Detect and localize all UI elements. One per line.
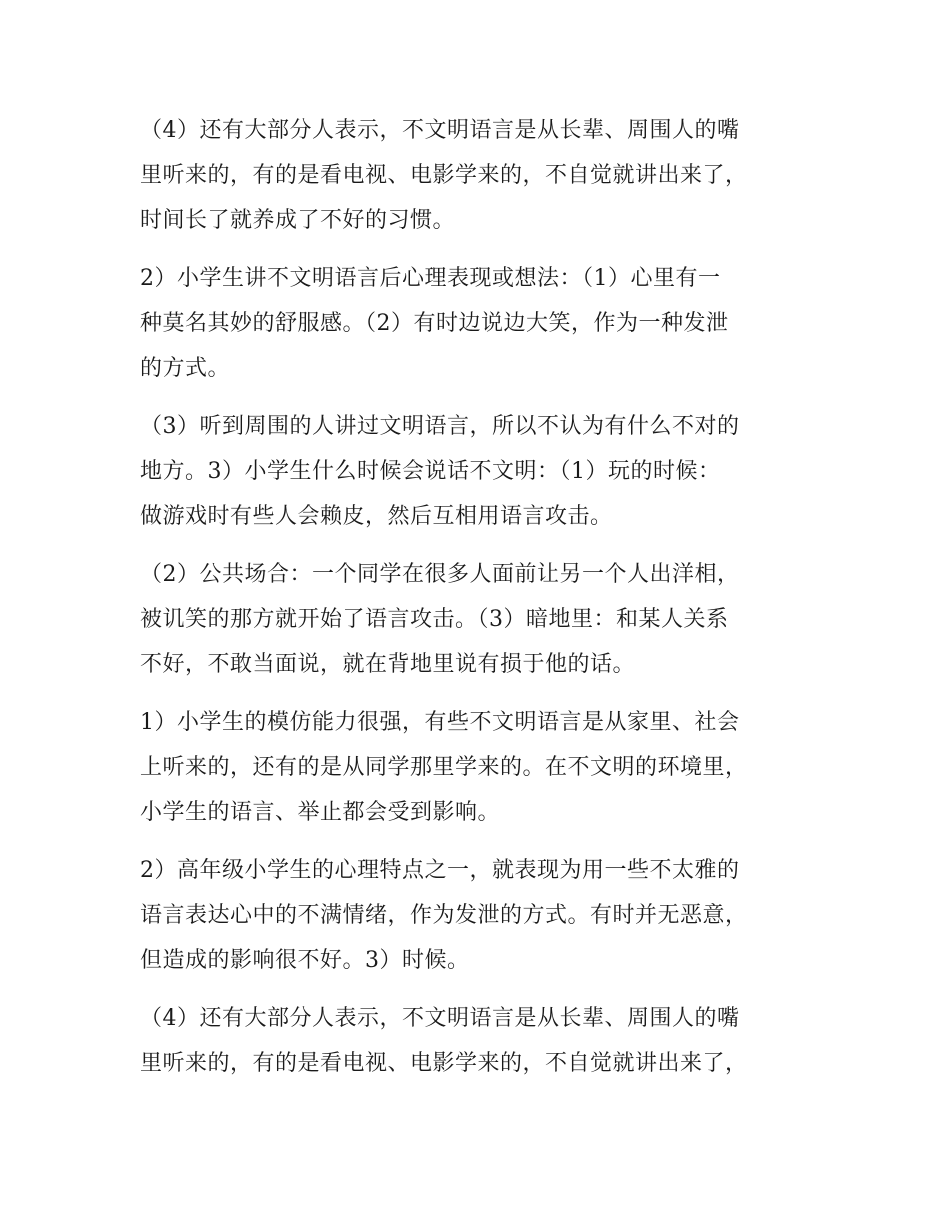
- paragraph-6: [140, 848, 820, 983]
- text-line: 不好，不敢当面说，就在背地里说有损于他的话。: [140, 652, 636, 677]
- text-line: 上听来的，还有的是从同学那里学来的。在不文明的环境里，: [140, 755, 748, 780]
- paragraph-3: [140, 404, 820, 539]
- paragraph-4: [140, 552, 820, 687]
- text-line: （3）听到周围的人讲过文明语言，所以不认为有什么不对的: [140, 414, 740, 439]
- text-line: （4）还有大部分人表示，不文明语言是从长辈、周围人的嘴: [140, 118, 740, 143]
- text-line: 时间长了就养成了不好的习惯。: [140, 208, 456, 233]
- text-line: （4）还有大部分人表示，不文明语言是从长辈、周围人的嘴: [140, 1006, 740, 1031]
- text-line: 但造成的影响很不好。3）时候。: [140, 948, 470, 973]
- text-line: 2）小学生讲不文明语言后心理表现或想法：（1）心里有一: [140, 266, 721, 291]
- text-line: 里听来的，有的是看电视、电影学来的，不自觉就讲出来了，: [140, 163, 748, 188]
- text-line: 2）高年级小学生的心理特点之一，就表现为用一些不太雅的: [140, 858, 740, 883]
- paragraph-1: [140, 108, 820, 243]
- text-line: 1）小学生的模仿能力很强，有些不文明语言是从家里、社会: [140, 710, 740, 735]
- text-line: 被讥笑的那方就开始了语言攻击。（3）暗地里：和某人关系: [140, 607, 729, 632]
- paragraph-5: [140, 700, 820, 835]
- text-line: 地方。3）小学生什么时候会说话不文明：（1）玩的时候：: [140, 459, 721, 484]
- text-line: 的方式。: [140, 356, 231, 381]
- text-line: 做游戏时有些人会赖皮，然后互相用语言攻击。: [140, 504, 613, 529]
- paragraph-7: [140, 996, 820, 1086]
- text-line: 种莫名其妙的舒服感。（2）有时边说边大笑，作为一种发泄: [140, 311, 729, 336]
- paragraph-2: [140, 256, 820, 391]
- text-line: 里听来的，有的是看电视、电影学来的，不自觉就讲出来了，: [140, 1051, 748, 1076]
- text-line: 语言表达心中的不满情绪，作为发泄的方式。有时并无恶意，: [140, 903, 748, 928]
- document-body: [140, 108, 820, 1099]
- text-line: （2）公共场合：一个同学在很多人面前让另一个人出洋相，: [140, 562, 740, 587]
- text-line: 小学生的语言、举止都会受到影响。: [140, 800, 501, 825]
